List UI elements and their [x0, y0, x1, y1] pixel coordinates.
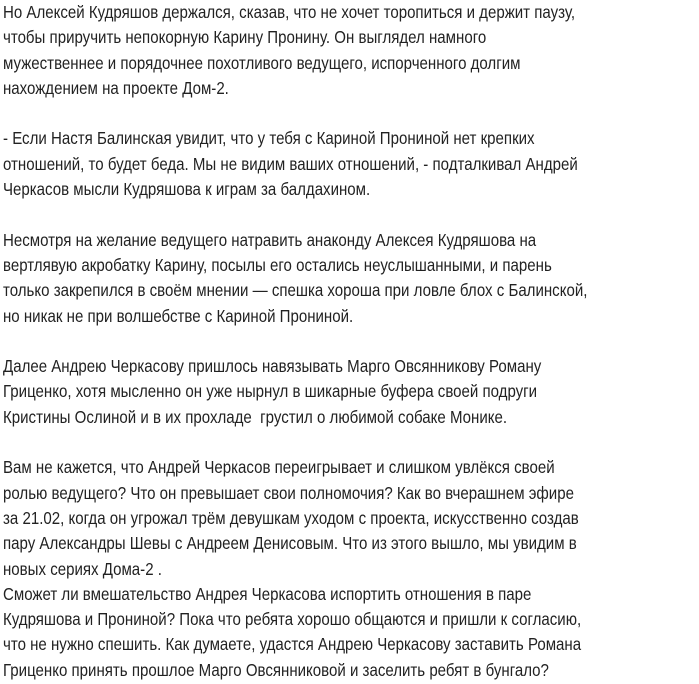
- paragraph-2: [3, 126, 674, 202]
- text-line: новых сериях Дома-2 .: [3, 558, 162, 579]
- text-line: ролью ведущего? Что он превышает свои полномочия? Как во вчерашнем эфире: [3, 482, 574, 503]
- text-line: Гриценко принять прошлое Марго Овсянниковой и заселить ребят в бунгало?: [3, 659, 549, 680]
- text-line: но никак не при волшебстве с Кариной Прониной.: [3, 305, 354, 326]
- text-line: Кристины Ослиной и в их прохладе грустил о любимой собаке Монике.: [3, 406, 508, 427]
- paragraph-4: [3, 354, 674, 430]
- text-line: Гриценко, хотя мысленно он уже нырнул в шикарные буфера своей подруги: [3, 381, 538, 402]
- text-line: чтобы приручить непокорную Карину Пронину. Он выглядел намного: [3, 27, 487, 48]
- text-line: Несмотря на желание ведущего натравить анаконду Алексея Кудряшова на: [3, 229, 537, 250]
- paragraph-6: [3, 582, 674, 683]
- text-line: нахождением на проекте Дом-2.: [3, 77, 229, 98]
- text-line: Черкасов мысли Кудряшова к играм за балдахином.: [3, 179, 371, 200]
- text-line: Кудряшова и Прониной? Пока что ребята хорошо общаются и пришли к согласию,: [3, 609, 582, 630]
- text-line: вертлявую акробатку Карину, посылы его остались неуслышанными, и парень: [3, 254, 552, 275]
- text-line: пару Александры Шевы с Андреем Денисовым. Что из этого вышло, мы увидим в: [3, 533, 577, 554]
- text-line: Сможет ли вмешательство Андрея Черкасова испортить отношения в паре: [3, 583, 532, 604]
- text-line: за 21.02, когда он угрожал трём девушкам уходом с проекта, искусственно создав: [3, 507, 579, 528]
- text-line: Но Алексей Кудряшов держался, сказав, что не хочет торопиться и держит паузу,: [3, 2, 576, 22]
- paragraph-3: [3, 228, 674, 329]
- article-body: [3, 0, 674, 683]
- text-line: Вам не кажется, что Андрей Черкасов переигрывает и слишком увлёкся своей: [3, 457, 555, 478]
- text-line: - Если Настя Балинская увидит, что у тебя с Кариной Прониной нет крепких: [3, 128, 535, 149]
- paragraph-1: [3, 0, 674, 101]
- text-line: что не нужно спешить. Как думаете, удастся Андрею Черкасову заставить Романа: [3, 634, 582, 655]
- paragraph-5: [3, 455, 674, 581]
- text-line: мужественнее и порядочнее похотливого ведущего, испорченного долгим: [3, 52, 521, 73]
- text-line: отношений, то будет беда. Мы не видим ваших отношений, - подталкивал Андрей: [3, 153, 578, 174]
- text-line: Далее Андрею Черкасову пришлось навязывать Марго Овсянникову Роману: [3, 356, 542, 377]
- text-line: только закрепился в своём мнении — спешка хороша при ловле блох с Балинской,: [3, 280, 588, 301]
